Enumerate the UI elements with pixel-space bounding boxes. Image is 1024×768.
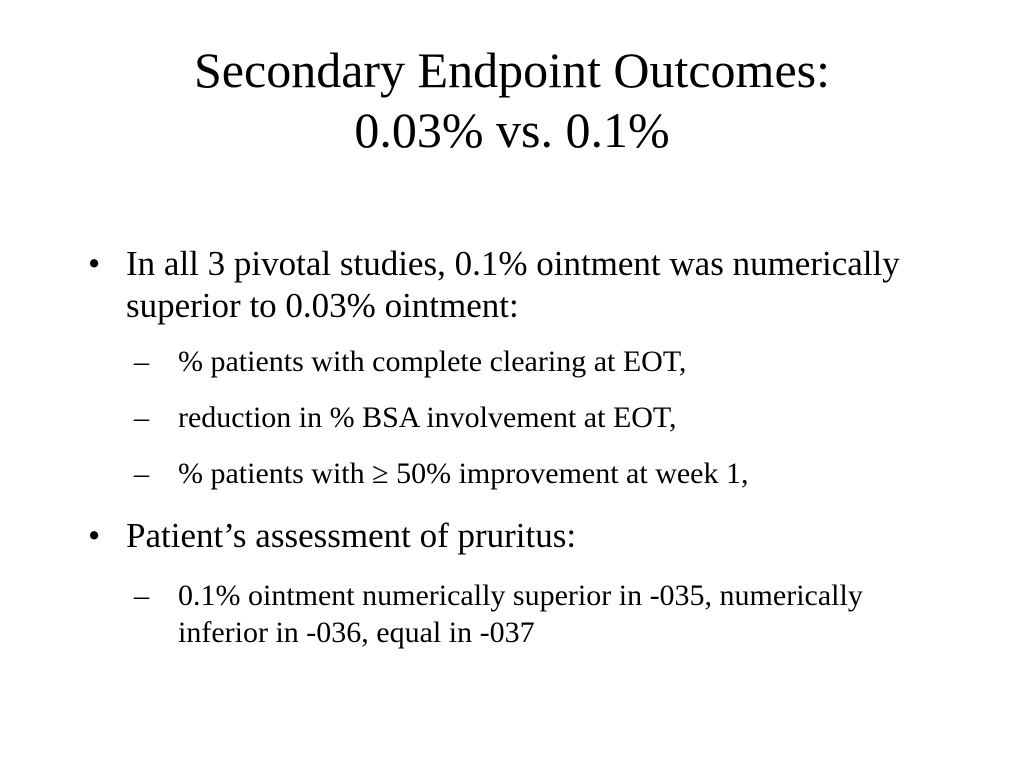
sub-bullet-list [88, 577, 948, 651]
sub-bullet-text: % patients with complete clearing at EOT, [178, 345, 687, 378]
dash-marker: – [134, 345, 149, 378]
slide-body [88, 243, 948, 651]
slide-title-line-1: Secondary Endpoint Outcomes: [194, 42, 830, 98]
dash-marker: – [134, 579, 149, 612]
sub-bullet-text: 0.1% ointment numerically superior in -035, numerically inferior in -036, equal in -037 [178, 579, 863, 649]
bullet-text: Patient’s assessment of pruritus: [126, 516, 577, 555]
bullet-item [88, 515, 948, 557]
bullet-marker: • [88, 516, 101, 555]
bullet-marker: • [88, 244, 101, 283]
sub-bullet-item [134, 455, 948, 492]
bullet-item [88, 243, 948, 327]
sub-bullet-item [134, 577, 948, 651]
sub-bullet-list [88, 343, 948, 492]
sub-bullet-text: % patients with ≥ 50% improvement at week 1, [178, 457, 749, 490]
slide-title [0, 40, 1024, 160]
bullet-text: In all 3 pivotal studies, 0.1% ointment was numerically superior to 0.03% ointment: [126, 244, 900, 325]
slide-title-line-2: 0.03% vs. 0.1% [354, 102, 670, 158]
sub-bullet-item [134, 399, 948, 436]
sub-bullet-item [134, 343, 948, 380]
sub-bullet-text: reduction in % BSA involvement at EOT, [178, 401, 677, 434]
dash-marker: – [134, 457, 149, 490]
dash-marker: – [134, 401, 149, 434]
